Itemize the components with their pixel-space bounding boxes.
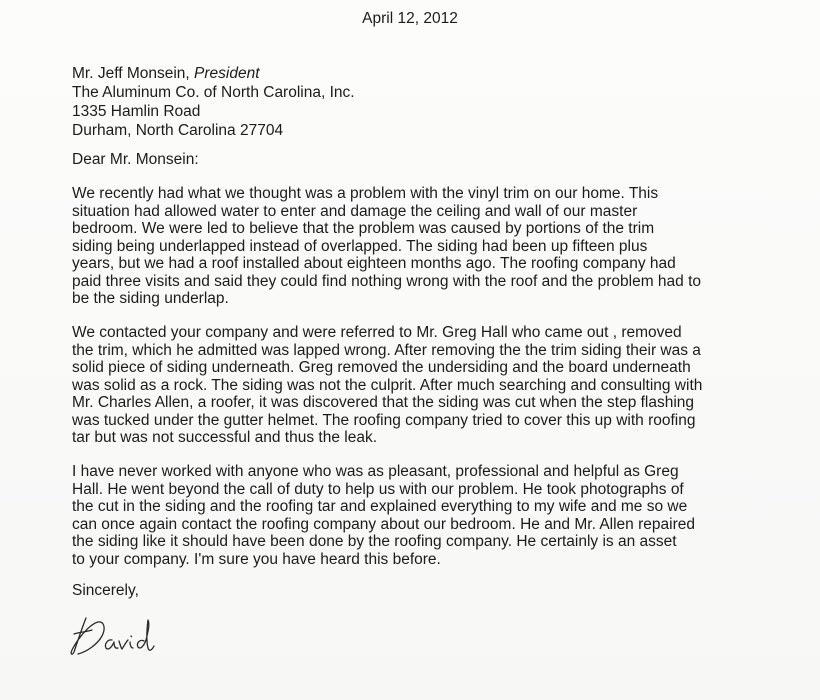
recipient-name-line bbox=[72, 64, 355, 83]
paragraph-line: the trim, which he admitted was lapped wrong. After removing the the trim siding their was a bbox=[72, 341, 701, 359]
paragraph-line: be the siding underlap. bbox=[72, 290, 229, 307]
paragraph-line: siding being underlapped instead of overlapped. The siding had been up fifteen plus bbox=[72, 237, 648, 255]
body-paragraph-3 bbox=[72, 463, 752, 568]
paragraph-line: the cut in the siding and the roofing tar and explained everything to my wife and me so we bbox=[72, 498, 688, 515]
body-paragraph-1 bbox=[72, 185, 752, 308]
paragraph-line: Mr. Charles Allen, a roofer, it was discovered that the siding was cut when the step flashing bbox=[72, 394, 695, 411]
body-paragraph-2 bbox=[72, 324, 752, 447]
handwritten-signature bbox=[64, 610, 174, 665]
paragraph-line: tar but was not successful and thus the leak. bbox=[72, 429, 378, 446]
paragraph-line: Hall. He went beyond the call of duty to help us with our problem. He took photographs of bbox=[72, 480, 684, 498]
paragraph-line: situation had allowed water to enter and damage the ceiling and wall of our master bbox=[72, 202, 638, 220]
recipient-street: 1335 Hamlin Road bbox=[72, 103, 201, 120]
paragraph-line: was tucked under the gutter helmet. The roofing company tried to cover this up with roofing bbox=[72, 411, 696, 429]
paragraph-line: can once again contact the roofing company about our bedroom. He and Mr. Allen repaired bbox=[72, 515, 695, 533]
recipient-city: Durham, North Carolina 27704 bbox=[72, 122, 284, 139]
paragraph-line: the siding like it should have been done by the roofing company. He certainly is an asset bbox=[72, 533, 677, 550]
closing: Sincerely, bbox=[72, 582, 139, 599]
paragraph-line: We contacted your company and were referred to Mr. Greg Hall who came out , removed bbox=[72, 324, 682, 341]
salutation: Dear Mr. Monsein: bbox=[72, 151, 199, 168]
recipient-title: President bbox=[194, 65, 260, 82]
paragraph-line: to your company. I'm sure you have heard this before. bbox=[72, 550, 441, 568]
paragraph-line: paid three visits and said they could find nothing wrong with the roof and the problem had to bbox=[72, 272, 702, 290]
recipient-company: The Aluminum Co. of North Carolina, Inc. bbox=[72, 84, 355, 101]
paragraph-line: We recently had what we thought was a problem with the vinyl trim on our home. This bbox=[72, 185, 659, 202]
letter-date: April 12, 2012 bbox=[362, 10, 458, 27]
paragraph-line: was solid as a rock. The siding was not the culprit. After much searching and consulting with bbox=[72, 376, 703, 394]
recipient-address-block bbox=[72, 64, 355, 140]
paragraph-line: solid piece of siding underneath. Greg removed the undersiding and the board underneath bbox=[72, 359, 691, 376]
paragraph-line: bedroom. We were led to believe that the problem was caused by portions of the trim bbox=[72, 220, 655, 237]
paragraph-line: years, but we had a roof installed about eighteen months ago. The roofing company had bbox=[72, 255, 676, 272]
paragraph-line: I have never worked with anyone who was as pleasant, professional and helpful as Greg bbox=[72, 463, 679, 480]
recipient-name: Mr. Jeff Monsein, bbox=[72, 65, 195, 82]
